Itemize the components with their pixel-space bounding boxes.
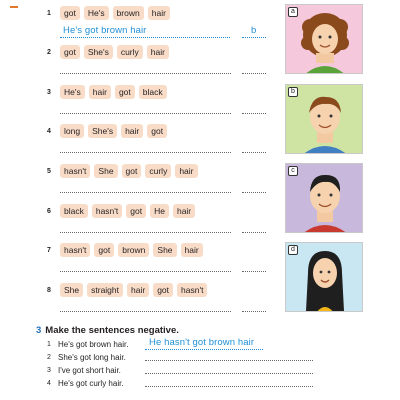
word-chip[interactable]: got [147,124,167,138]
word-chip[interactable]: got [115,85,135,99]
source-sentence: She's got long hair. [58,352,126,362]
answer-line[interactable] [60,73,231,74]
word-chip[interactable]: He [150,204,169,218]
letter-line[interactable] [242,192,266,193]
word-chip[interactable]: She [94,164,117,178]
exercise-row-8 [47,282,211,298]
word-chip[interactable]: hair [148,6,170,20]
word-chip[interactable]: She [60,283,83,297]
word-chip[interactable]: hair [121,124,143,138]
negative-row-3 [47,364,121,376]
word-chip[interactable]: brown [113,6,144,20]
picture-a [285,4,363,74]
row-number: 5 [47,167,51,175]
word-chip[interactable]: He's [60,85,85,99]
word-chip[interactable]: hasn't [60,243,90,257]
exercise-row-2 [47,44,173,60]
row-number: 3 [47,366,51,374]
word-chip[interactable]: She's [84,45,113,59]
word-chip[interactable]: She [153,243,176,257]
row-number: 1 [47,340,51,348]
exercise-row-5 [47,163,202,179]
answer-line[interactable] [60,192,231,193]
example-answer-sentence: He's got brown hair [63,25,147,36]
answer-line[interactable] [145,373,313,374]
source-sentence: He's got brown hair. [58,339,129,349]
word-chip[interactable]: He's [84,6,109,20]
word-chip[interactable]: got [60,45,80,59]
word-chip[interactable]: curly [145,164,171,178]
example-answer-letter: b [251,25,257,36]
answer-line[interactable] [60,271,231,272]
word-chip[interactable]: got [94,243,114,257]
word-chip[interactable]: hair [173,204,195,218]
letter-line[interactable] [242,113,266,114]
picture-d [285,242,363,312]
word-chip[interactable]: hair [89,85,111,99]
letter-line[interactable] [242,311,266,312]
letter-line[interactable] [242,232,266,233]
example-answer-line [60,37,230,38]
exercise-row-1 [47,5,174,21]
negative-answer: He hasn't got brown hair [149,337,255,348]
word-chip[interactable]: black [60,204,88,218]
negative-row-4 [47,377,124,389]
picture-label: c [288,166,298,176]
row-number: 7 [47,246,51,254]
section-heading [36,325,179,336]
negative-row-1 [47,338,128,350]
source-sentence: I've got short hair. [58,365,121,375]
exercise-row-7 [47,242,207,258]
row-number: 8 [47,286,51,294]
picture-label: d [288,245,298,255]
word-chip[interactable]: straight [87,283,123,297]
row-number: 3 [47,88,51,96]
exercise-row-6 [47,203,199,219]
row-number: 6 [47,207,51,215]
letter-line[interactable] [242,271,266,272]
picture-label: b [288,87,298,97]
word-chip[interactable]: She's [88,124,117,138]
row-number: 4 [47,379,51,387]
corner-mark [10,6,18,8]
word-chip[interactable]: hair [175,164,197,178]
picture-label: a [288,7,298,17]
word-chip[interactable]: got [60,6,80,20]
row-number: 2 [47,353,51,361]
word-chip[interactable]: hasn't [177,283,207,297]
letter-line[interactable] [242,73,266,74]
word-chip[interactable]: curly [117,45,143,59]
word-chip[interactable]: hasn't [60,164,90,178]
word-chip[interactable]: got [126,204,146,218]
word-chip[interactable]: hair [181,243,203,257]
answer-line[interactable] [145,386,313,387]
word-chip[interactable]: brown [118,243,149,257]
word-chip[interactable]: hair [127,283,149,297]
letter-line[interactable] [242,152,266,153]
negative-answer-line [145,349,263,350]
row-number: 4 [47,127,51,135]
word-chip[interactable]: got [153,283,173,297]
word-chip[interactable]: got [122,164,142,178]
row-number: 2 [47,48,51,56]
row-number: 1 [47,9,51,17]
exercise-row-4 [47,123,171,139]
negative-row-2 [47,351,126,363]
word-chip[interactable]: hair [147,45,169,59]
answer-line[interactable] [60,113,231,114]
word-chip[interactable]: hasn't [92,204,122,218]
section-number: 3 [36,325,42,336]
source-sentence: He's got curly hair. [58,378,124,388]
exercise-row-3 [47,84,171,100]
answer-line[interactable] [60,311,231,312]
example-letter-line [242,37,266,38]
picture-c [285,163,363,233]
answer-line[interactable] [60,152,231,153]
word-chip[interactable]: long [60,124,84,138]
section-title: Make the sentences negative. [45,325,179,336]
answer-line[interactable] [145,360,313,361]
answer-line[interactable] [60,232,231,233]
picture-b [285,84,363,154]
word-chip[interactable]: black [139,85,167,99]
